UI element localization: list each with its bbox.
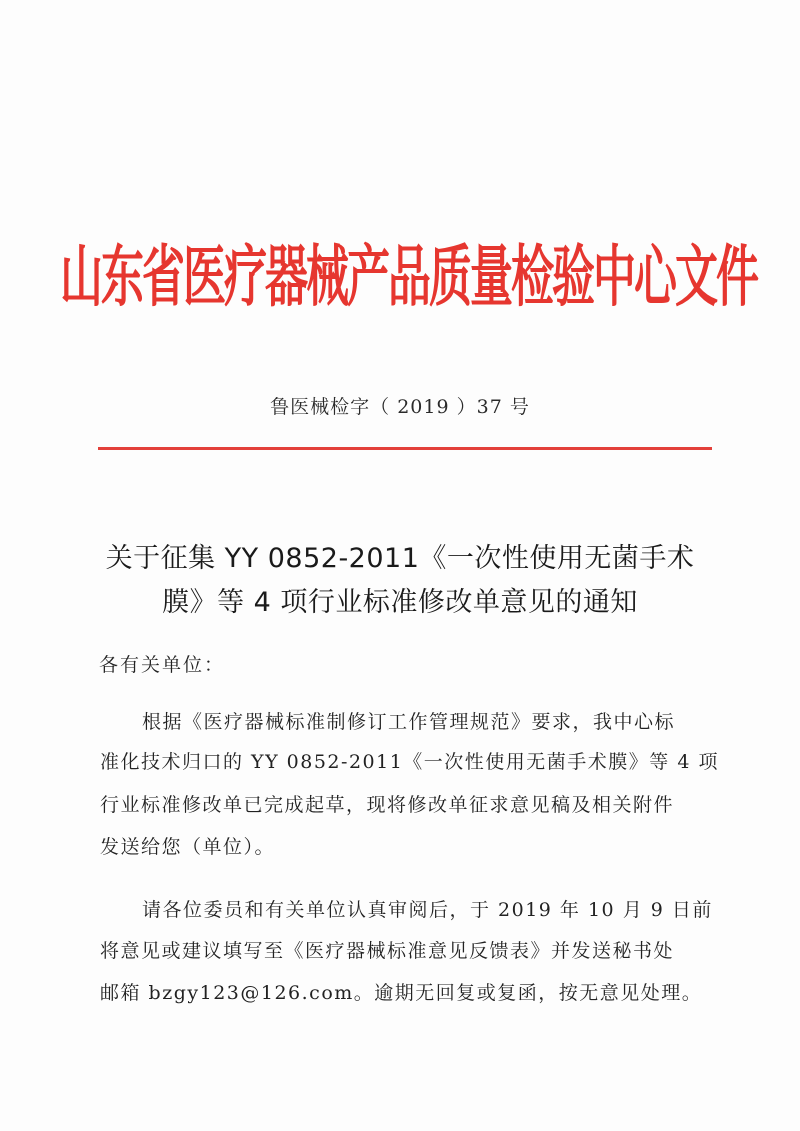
notice-title-line-1: 关于征集 YY 0852-2011《一次性使用无菌手术 (105, 543, 695, 574)
red-divider-rule (98, 447, 712, 450)
issuing-organization-header: 山东省医疗器械产品质量检验中心文件 (60, 238, 757, 317)
paragraph-2-line-1: 请各位委员和有关单位认真审阅后，于 2019 年 10 月 9 日前 (142, 899, 713, 921)
document-number: 鲁医械检字（ 2019 ）37 号 (270, 396, 530, 418)
paragraph-1-line-1: 根据《医疗器械标准制修订工作管理规范》要求，我中心标 (142, 711, 676, 733)
paragraph-1-line-2: 准化技术归口的 YY 0852-2011《一次性使用无菌手术膜》等 4 项 (100, 751, 719, 773)
paragraph-2-line-3: 邮箱 bzgy123@126.com。逾期无回复或复函，按无意见处理。 (100, 982, 703, 1004)
notice-title-line-2: 膜》等 4 项行业标准修改单意见的通知 (162, 587, 638, 618)
paragraph-1-line-4: 发送给您（单位）。 (100, 836, 276, 858)
paragraph-1-line-3: 行业标准修改单已完成起草，现将修改单征求意见稿及相关附件 (100, 794, 675, 816)
salutation: 各有关单位： (99, 654, 226, 676)
paragraph-2-line-2: 将意见或建议填写至《医疗器械标准意见反馈表》并发送秘书处 (100, 940, 675, 962)
